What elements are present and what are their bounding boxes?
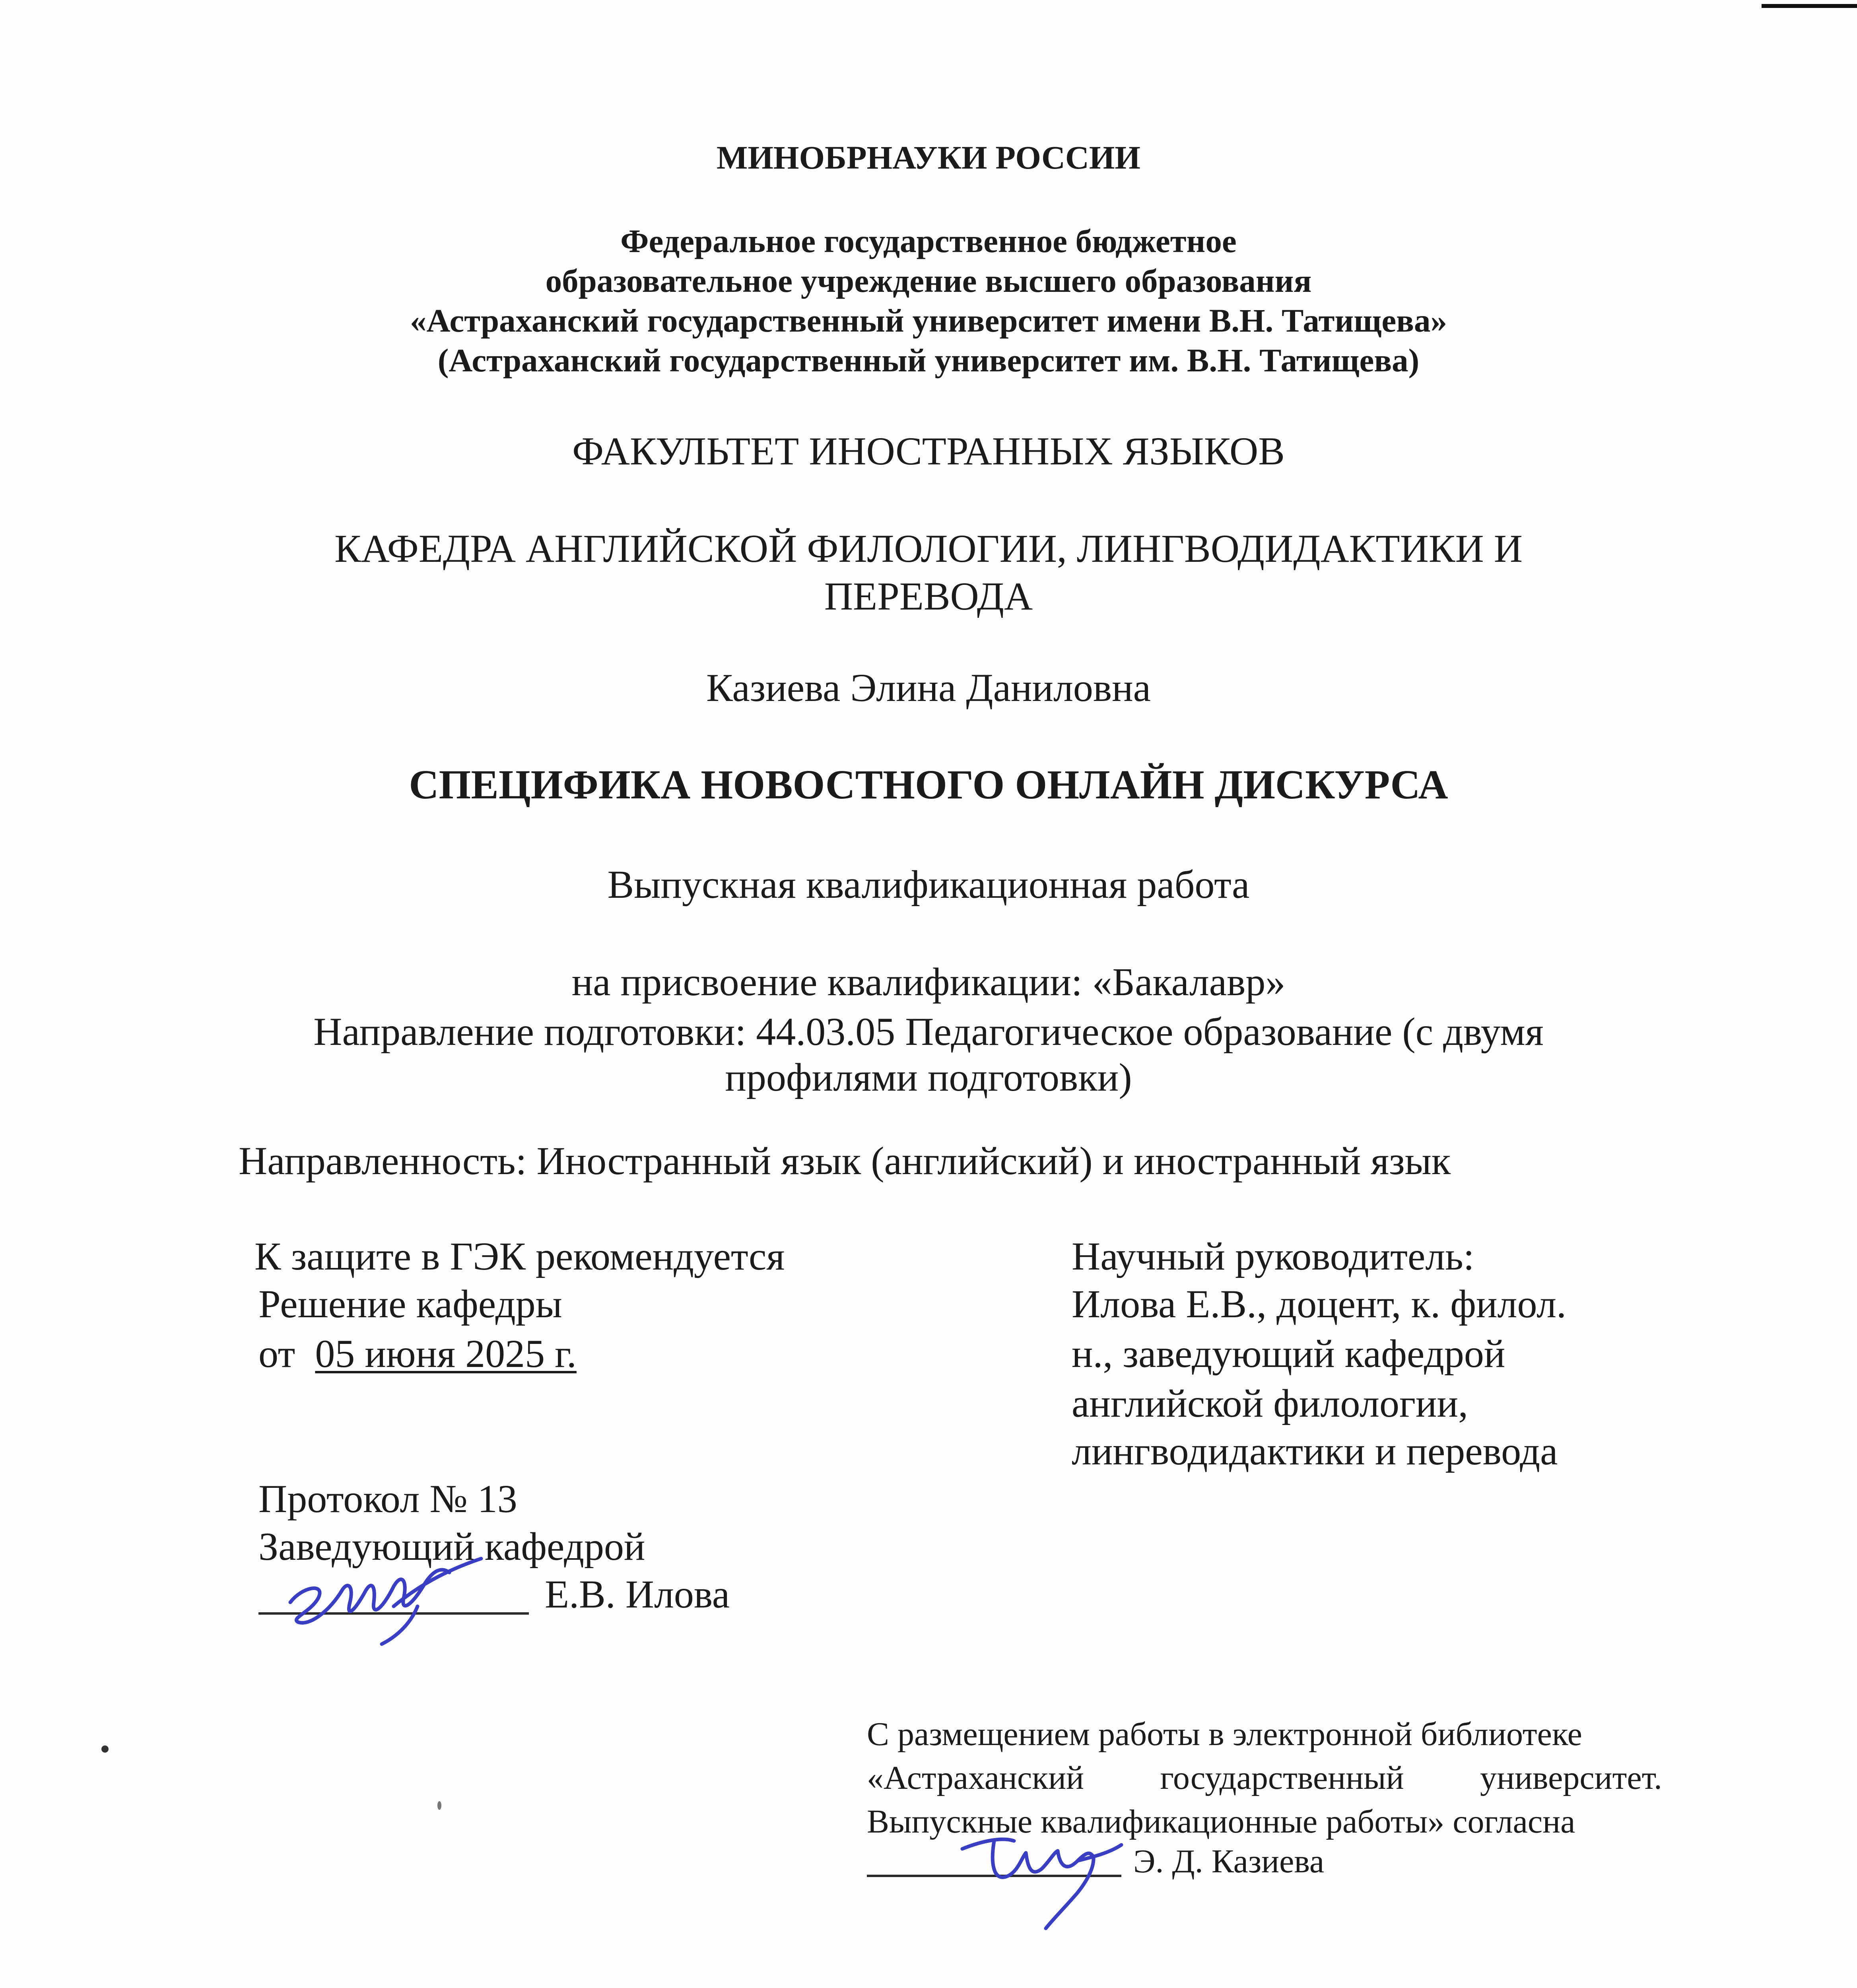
focus-line: Направленность: Иностранный язык (английский) и иностранный язык <box>239 1139 1451 1183</box>
head-signature <box>274 1543 497 1646</box>
scan-speck <box>101 1745 109 1753</box>
institution-line-4: (Астраханский государственный университет им. В.Н. Татищева) <box>437 342 1420 379</box>
head-of-department-label: Заведующий кафедрой <box>258 1524 645 1569</box>
defense-recommended: К защите в ГЭК рекомендуется <box>254 1234 785 1278</box>
decision-date-line <box>258 1334 577 1374</box>
consent-line-3: Выпускные квалификационные работы» согласна <box>867 1803 1575 1840</box>
date-prefix: от <box>258 1332 295 1376</box>
work-type: Выпускная квалификационная работа <box>607 862 1250 907</box>
author-signature <box>946 1813 1129 1932</box>
institution-line-3: «Астраханский государственный университет имени В.Н. Татищева» <box>410 302 1447 339</box>
supervisor-line-3: английской филологии, <box>1072 1381 1469 1425</box>
protocol-number: Протокол № 13 <box>258 1477 517 1521</box>
direction-line-1: Направление подготовки: 44.03.05 Педагогическое образование (с двумя <box>313 1010 1544 1054</box>
head-of-department-name: Е.В. Илова <box>545 1572 730 1616</box>
scan-edge-mark <box>1762 4 1857 8</box>
supervisor-line-1: Илова Е.В., доцент, к. филол. <box>1072 1282 1567 1326</box>
faculty-heading: ФАКУЛЬТЕТ ИНОСТРАННЫХ ЯЗЫКОВ <box>572 429 1285 473</box>
department-line-2: ПЕРЕВОДА <box>824 574 1033 618</box>
supervisor-line-2: н., заведующий кафедрой <box>1072 1332 1505 1376</box>
direction-line-2: профилями подготовки) <box>725 1055 1132 1099</box>
consent-author-name: Э. Д. Казиева <box>1133 1843 1325 1880</box>
ministry-heading: МИНОБРНАУКИ РОССИИ <box>717 139 1140 176</box>
scan-speck <box>437 1801 441 1810</box>
thesis-title: СПЕЦИФИКА НОВОСТНОГО ОНЛАЙН ДИСКУРСА <box>409 762 1448 808</box>
consent-line-2: «Астраханский государственный университет. <box>867 1759 1662 1796</box>
decision-date: 05 июня 2025 г. <box>315 1332 577 1376</box>
supervisor-label: Научный руководитель: <box>1072 1234 1474 1278</box>
supervisor-line-4: лингводидактики и перевода <box>1072 1429 1558 1473</box>
qualification-line: на присвоение квалификации: «Бакалавр» <box>571 960 1286 1004</box>
institution-line-1: Федеральное государственное бюджетное <box>620 223 1237 259</box>
institution-line-2: образовательное учреждение высшего образования <box>545 262 1312 299</box>
author-name: Казиева Элина Даниловна <box>706 666 1151 710</box>
department-decision: Решение кафедры <box>258 1282 562 1326</box>
consent-line-1: С размещением работы в электронной библиотеке <box>867 1716 1582 1753</box>
department-line-1: КАФЕДРА АНГЛИЙСКОЙ ФИЛОЛОГИИ, ЛИНГВОДИДАКТИКИ И <box>334 526 1523 571</box>
